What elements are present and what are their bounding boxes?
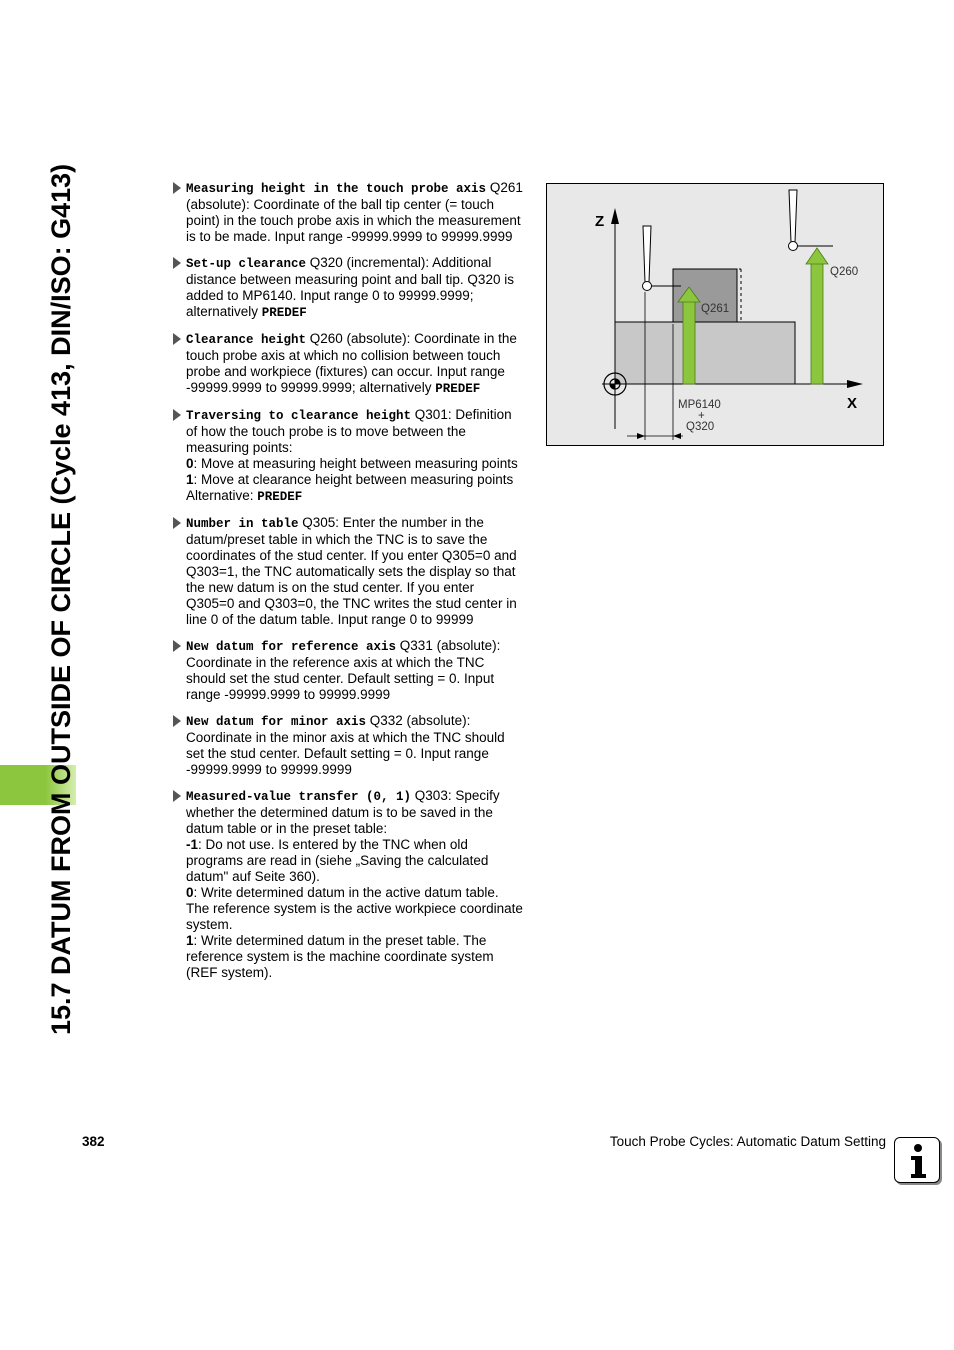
parameter-text: Q301: Definition of how the touch probe is to move between the measuring points: xyxy=(186,407,512,455)
info-icon-glyph xyxy=(895,1138,939,1182)
parameter-text: Alternative: xyxy=(186,488,258,503)
parameter-text: Q332 (absolute): Coordinate in the minor axis at which the TNC should set the stud center. Default setting = 0. Input range -99999.9999 to 99999.9999 xyxy=(186,713,505,777)
parameter-line xyxy=(186,255,525,321)
option-value: 1 xyxy=(186,472,194,487)
parameter-line xyxy=(186,638,525,703)
option-value: 0 xyxy=(186,456,194,471)
parameter-item xyxy=(173,638,525,703)
parameter-name: New datum for minor axis xyxy=(186,715,367,729)
parameter-list xyxy=(173,180,525,991)
parameter-line xyxy=(186,472,525,488)
parameter-item xyxy=(173,331,525,397)
parameter-name: Number in table xyxy=(186,517,299,531)
q261-label: Q261 xyxy=(701,303,730,315)
diagram xyxy=(546,183,884,446)
section-title: 15.7 DATUM FROM OUTSIDE OF CIRCLE (Cycle 413, DIN/ISO: G413) xyxy=(46,163,76,1035)
x-axis-label: X xyxy=(847,395,858,412)
chapter-name: Touch Probe Cycles: Automatic Datum Setting xyxy=(609,1134,886,1149)
q260-label: Q260 xyxy=(830,266,859,278)
parameter-text: Q303: Specify whether the determined datum is to be saved in the datum table or in the preset table: xyxy=(186,788,500,836)
mp6140-dim-arrow-left xyxy=(637,433,645,439)
parameter-name: Measured-value transfer (0, 1) xyxy=(186,790,412,804)
parameter-line xyxy=(186,515,525,628)
parameter-line xyxy=(186,885,525,933)
page-number: 382 xyxy=(82,1134,105,1149)
bullet-arrow-icon xyxy=(173,182,181,194)
parameter-line xyxy=(186,456,525,472)
z-axis-arrowhead xyxy=(611,208,619,224)
parameter-text: Q320 (incremental): Additional distance between measuring point and ball tip. Q320 is added to MP6140. Input range 0 to 99999.9999; alternatively xyxy=(186,255,514,319)
parameter-item xyxy=(173,713,525,778)
parameter-line xyxy=(186,331,525,397)
parameter-line xyxy=(186,488,525,505)
parameter-name: Measuring height in the touch probe axis xyxy=(186,182,487,196)
parameter-line xyxy=(186,713,525,778)
bullet-arrow-icon xyxy=(173,257,181,269)
parameter-text: : Do not use. Is entered by the TNC when old programs are read in (siehe „Saving the calculated datum" auf Seite 360). xyxy=(186,837,489,884)
parameter-text: Q331 (absolute): Coordinate in the reference axis at which the TNC should set the stud center. Default setting = 0. Input range -99999.9999 to 99999.9999 xyxy=(186,638,501,702)
bullet-arrow-icon xyxy=(173,333,181,345)
mp6140-dim-arrow-right xyxy=(673,433,681,439)
bullet-arrow-icon xyxy=(173,409,181,421)
parameter-line xyxy=(186,837,525,885)
diagram-svg xyxy=(547,184,885,447)
workpiece-base xyxy=(615,322,795,384)
probe-left-stylus xyxy=(643,226,651,282)
bullet-arrow-icon xyxy=(173,640,181,652)
q260-arrow-shaft xyxy=(811,262,823,384)
parameter-text: Q260 (absolute): Coordinate in the touch probe axis at which no collision between touch probe and workpiece (fixtures) can occur. Input range -99999.9999 to 99999.9999; alternatively xyxy=(186,331,517,395)
option-value: -1 xyxy=(186,837,199,852)
option-value: 1 xyxy=(186,933,194,948)
parameter-name: Traversing to clearance height xyxy=(186,409,412,423)
parameter-name: Clearance height xyxy=(186,333,307,347)
parameter-text: Q261 (absolute): Coordinate of the ball tip center (= touch point) in the touch probe axis in which the measurement is to be made. Input range -99999.9999 to 99999.9999 xyxy=(186,180,523,244)
bullet-arrow-icon xyxy=(173,715,181,727)
q261-arrow-shaft xyxy=(683,300,695,384)
probe-right-stylus xyxy=(789,190,797,242)
bullet-arrow-icon xyxy=(173,790,181,802)
bullet-arrow-icon xyxy=(173,517,181,529)
parameter-text: : Write determined datum in the preset table. The reference system is the machine coordinate system (REF system). xyxy=(186,933,494,980)
parameter-line xyxy=(186,180,525,245)
parameter-item xyxy=(173,515,525,628)
parameter-text: Q305: Enter the number in the datum/preset table in which the TNC is to save the coordinates of the stud center. If you enter Q305=0 and Q303=1, the TNC automatically sets the display so that the new datum is on the stud center. If you enter Q305=0 and Q303=0, the TNC writes the stud center in line 0 of the datum table. Input range 0 to 99999 xyxy=(186,515,517,627)
parameter-line xyxy=(186,933,525,981)
parameter-item xyxy=(173,788,525,981)
q320-label: Q320 xyxy=(686,421,715,433)
parameter-line xyxy=(186,788,525,837)
predef-keyword: PREDEF xyxy=(257,490,303,504)
q260-arrow-head xyxy=(806,248,828,264)
predef-keyword: PREDEF xyxy=(435,382,481,396)
predef-keyword: PREDEF xyxy=(261,306,307,320)
parameter-line xyxy=(186,407,525,456)
parameter-item xyxy=(173,407,525,505)
parameter-text: : Move at measuring height between measuring points xyxy=(193,456,518,471)
parameter-item xyxy=(173,255,525,321)
x-axis-arrowhead xyxy=(847,380,863,388)
parameter-text: : Move at clearance height between measuring points xyxy=(193,472,514,487)
z-axis-label: Z xyxy=(595,213,605,230)
option-value: 0 xyxy=(186,885,194,900)
mp6140-label: MP6140 xyxy=(678,399,721,411)
parameter-text: : Write determined datum in the active datum table. The reference system is the active workpiece coordinate system. xyxy=(186,885,523,932)
probe-right-ball xyxy=(789,242,798,251)
parameter-item xyxy=(173,180,525,245)
probe-left-ball xyxy=(643,282,652,291)
info-icon xyxy=(894,1137,940,1183)
plus-label: + xyxy=(698,410,705,422)
parameter-name: Set-up clearance xyxy=(186,257,307,271)
parameter-name: New datum for reference axis xyxy=(186,640,397,654)
